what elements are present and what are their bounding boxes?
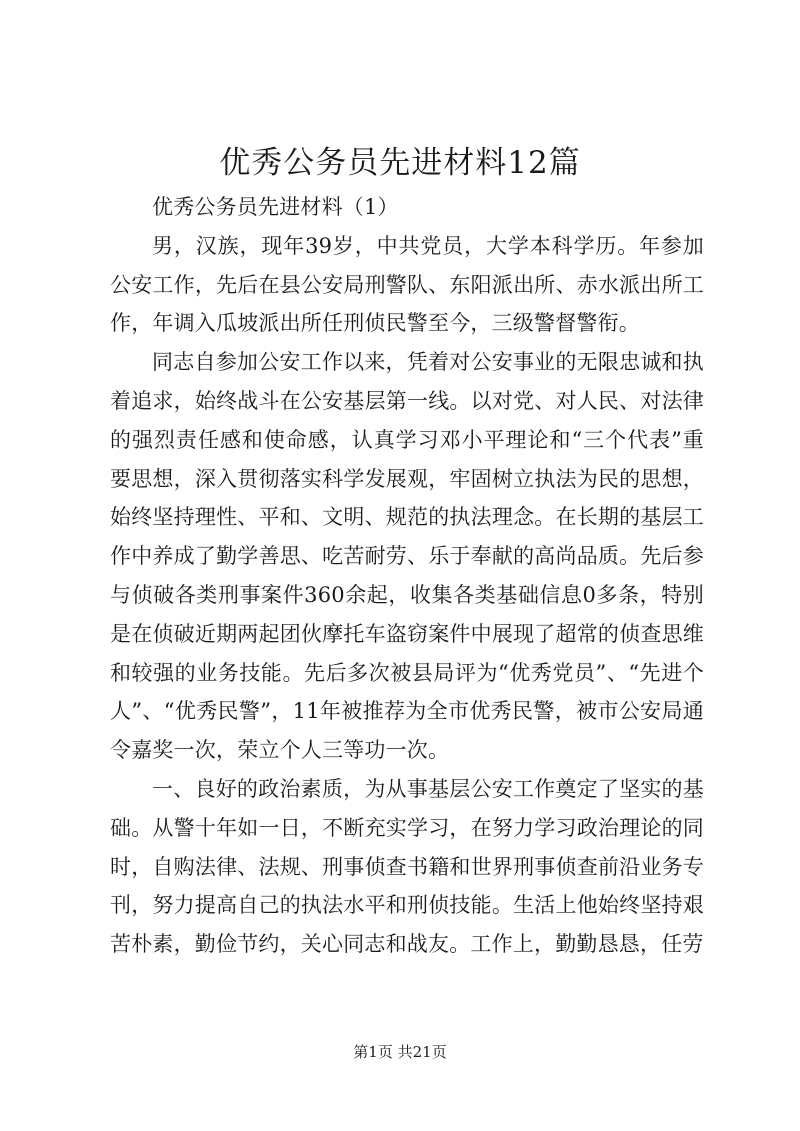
document-title: 优秀公务员先进材料12篇 [219,145,581,181]
document-body [110,188,704,964]
body-paragraph: 一、良好的政治素质，为从事基层公安工作奠定了坚实的基础。从警十年如一日，不断充实学习，在努力学习政治理论的同时，自购法律、法规、刑事侦查书籍和世界刑事侦查前沿业务专刊，努力提高自己的执法水平和刑侦技能。生活上他始终坚持艰苦朴素，勤俭节约，关心同志和战友。工作上，勤勤恳恳，任劳 [110,776,704,957]
section-heading: 优秀公务员先进材料（1） [152,195,399,219]
page-number-footer: 第1页 共21页 [353,1043,447,1061]
body-paragraph: 同志自参加公安工作以来，凭着对公安事业的无限忠诚和执着追求，始终战斗在公安基层第一线。以对党、对人民、对法律的强烈责任感和使命感，认真学习邓小平理论和“三个代表”重要思想，深入贯彻落实科学发展观，牢固树立执法为民的思想，始终坚持理性、平和、文明、规范的执法理念。在长期的基层工作中养成了勤学善思、吃苦耐劳、乐于奉献的高尚品质。先后参与侦破各类刑事案件360余起，收集各类基础信息0多条，特别是在侦破近期两起团伙摩托车盗窃案件中展现了超常的侦查思维和较强的业务技能。先后多次被县局评为“优秀党员”、“先进个人”、“优秀民警”，11年被推荐为全市优秀民警，被市公安局通令嘉奖一次，荣立个人三等功一次。 [110,350,704,763]
body-paragraph: 男，汉族，现年39岁，中共党员，大学本科学历。年参加公安工作，先后在县公安局刑警队、东阳派出所、赤水派出所工作，年调入瓜坡派出所任刑侦民警至今，三级警督警衔。 [110,233,704,336]
